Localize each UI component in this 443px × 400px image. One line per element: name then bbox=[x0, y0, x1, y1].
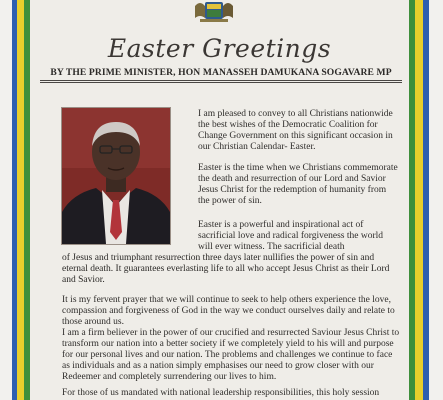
paragraph-3: Easter is a powerful and inspirational act of sacrificial love and radical forgiveness the world will ever witness. The sacrificial death bbox=[198, 220, 384, 252]
flag-stripe-yellow-left bbox=[17, 0, 24, 400]
page-margin-right bbox=[429, 0, 443, 400]
byline: BY THE PRIME MINISTER, HON MANASSEH DAMUKANA SOGAVARE MP bbox=[50, 67, 392, 78]
divider bbox=[40, 80, 402, 81]
page-margin-left bbox=[0, 0, 12, 400]
portrait-photo bbox=[62, 108, 170, 244]
paragraph-4: It is my fervent prayer that we will continue to seek to help others experience the love, compassion and forgiveness of God in the way we conduct ourselves daily and relate to those around us. bbox=[62, 295, 395, 327]
paragraph-6: For those of us mandated with national leadership responsibilities, this holy session bbox=[62, 388, 380, 398]
paragraph-1: I am pleased to convey to all Christians nationwide the best wishes of the Democratic Coalition for Change Government on this significant occasion in our Christian Calendar- Easter. bbox=[198, 109, 393, 152]
divider bbox=[40, 82, 402, 83]
paragraph-3-continued: of Jesus and triumphant resurrection three days later nullifies the power of sin and eternal death. It guarantees everlasting life to all who accept Jesus Christ as their Lord and Savior. bbox=[62, 253, 390, 285]
page-title: Easter Greetings bbox=[107, 34, 332, 63]
paragraph-2: Easter is the time when we Christians commemorate the death and resurrection of our Lord and Savior Jesus Christ for the redemption of humanity from the power of sin. bbox=[198, 163, 398, 206]
paragraph-5: I am a firm believer in the power of our crucified and resurrected Saviour Jesus Christ to transform our nation into a better society if we completely yield to his will and purpose for our personal lives and our nation. The problems and challenges we continue to face as individuals and as a nation simply emphasises our need to grow closer with our Redeemer and completely surrendering our lives to him. bbox=[62, 328, 400, 382]
coat-of-arms-icon bbox=[192, 0, 236, 22]
flag-stripe-yellow-right bbox=[415, 0, 423, 400]
